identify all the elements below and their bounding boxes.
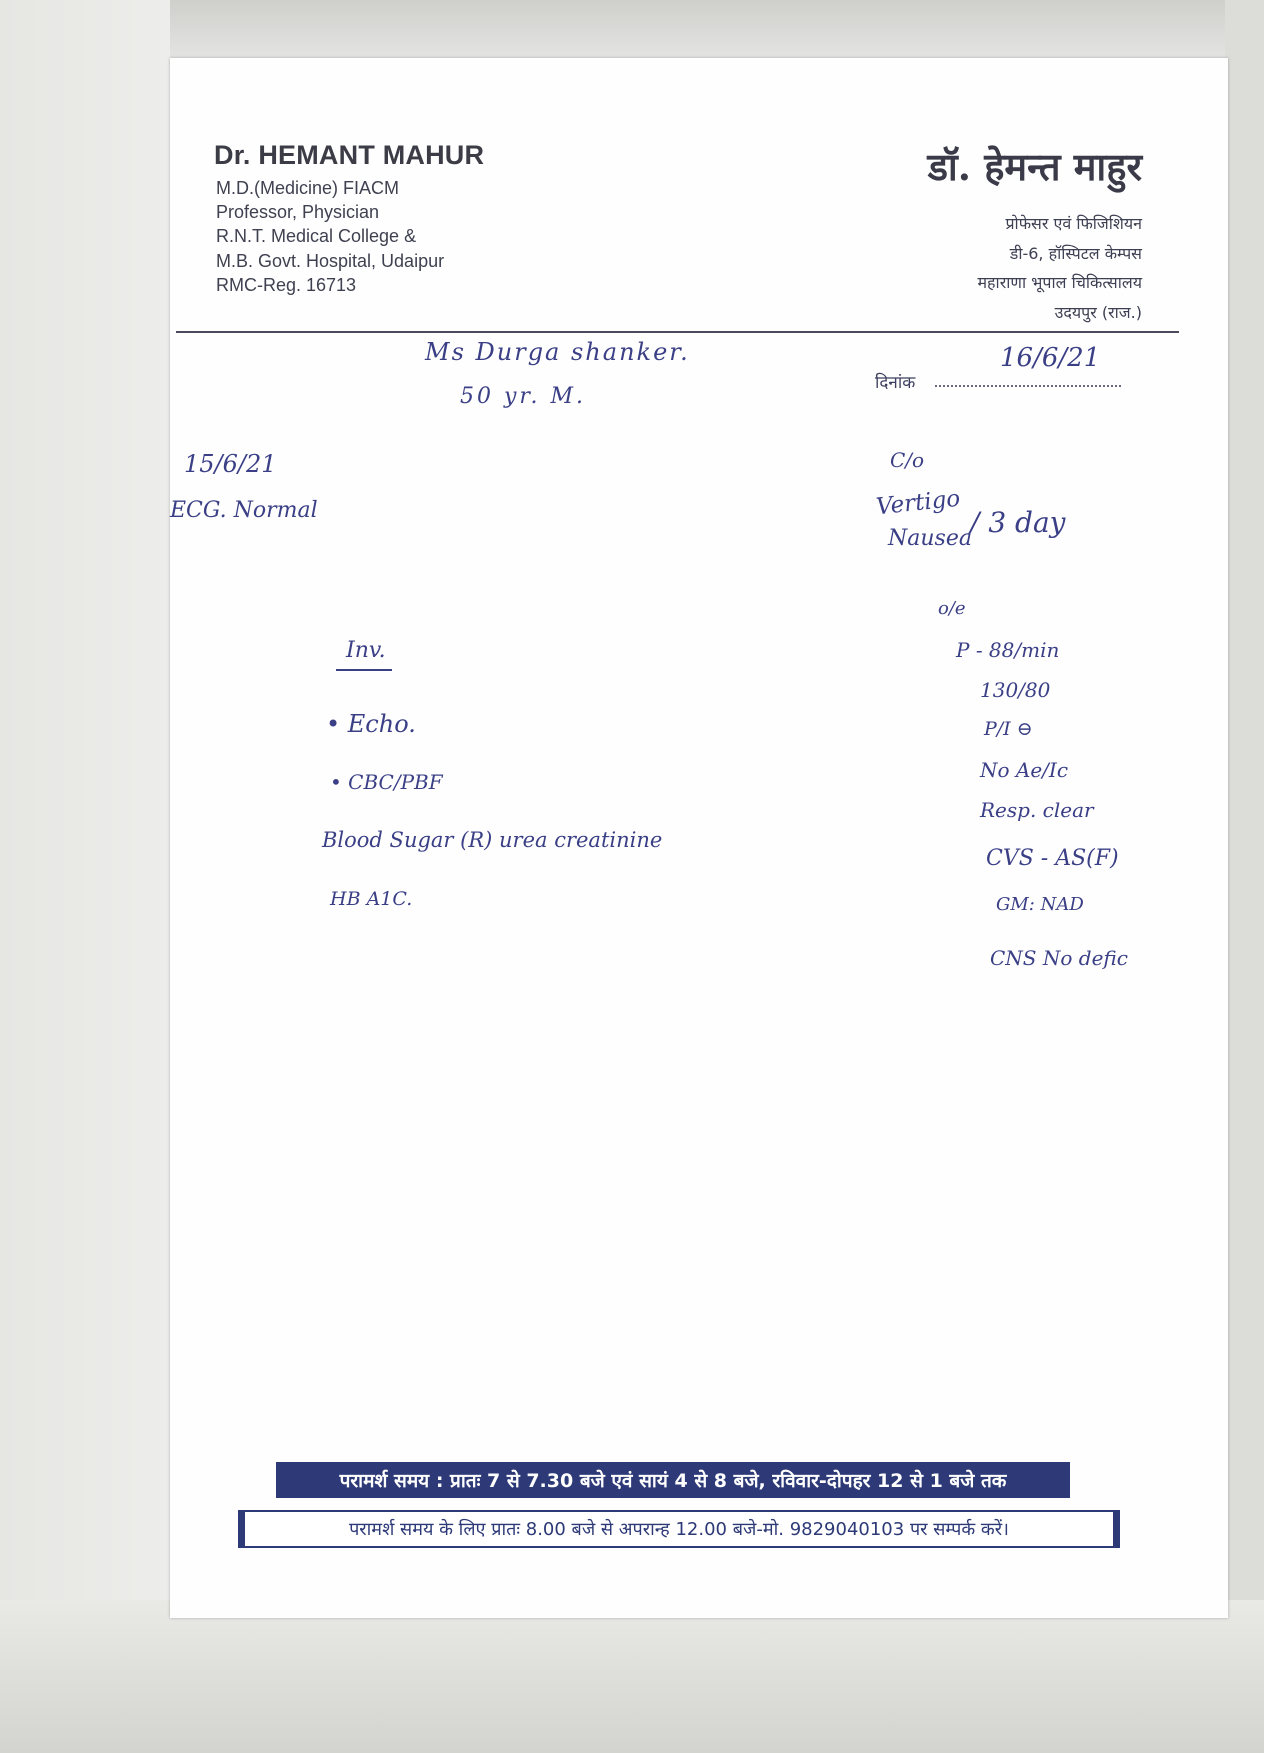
- doctor-hospital: M.B. Govt. Hospital, Udaipur: [216, 251, 445, 271]
- exam-gm: GM: NAD: [996, 894, 1084, 915]
- scan-background-top: [0, 0, 1264, 60]
- scan-background-bottom: [0, 1600, 1264, 1753]
- scan-background-right: [1225, 0, 1264, 1753]
- investigation-echo: • Echo.: [326, 710, 416, 738]
- designation-hindi: प्रोफेसर एवं फिजिशियन: [1005, 214, 1142, 233]
- exam-cvs: CVS - AS(F): [986, 846, 1119, 871]
- patient-age-sex: 50 yr. M.: [460, 384, 587, 409]
- doctor-qualification: M.D.(Medicine) FIACM: [216, 178, 400, 198]
- consultation-timing-band: परामर्श समय : प्रातः 7 से 7.30 बजे एवं सायं 4 से 8 बजे, रविवार-दोपहर 12 से 1 बजे तक: [276, 1462, 1070, 1498]
- complaints-label: C/o: [890, 448, 925, 472]
- exam-pulse: P - 88/min: [956, 638, 1060, 662]
- complaint-vertigo: Vertigo: [874, 485, 962, 521]
- exam-label: o/e: [938, 598, 966, 619]
- appointment-contact-box: परामर्श समय के लिए प्रातः 8.00 बजे से अपरान्ह 12.00 बजे-मो. 9829040103 पर सम्पर्क करें।: [238, 1510, 1120, 1548]
- exam-respiratory: Resp. clear: [980, 798, 1094, 822]
- doctor-registration: RMC-Reg. 16713: [216, 275, 357, 295]
- doctor-name-hindi: डॉ. हेमन्त माहुर: [927, 144, 1142, 189]
- date-label: दिनांक: [875, 373, 916, 393]
- ecg-note: ECG. Normal: [170, 498, 318, 523]
- exam-line-3: P/I ⊖: [984, 718, 1033, 740]
- investigation-blood-sugar: Blood Sugar (R) urea creatinine: [322, 828, 663, 852]
- hospital-hindi: महाराणा भूपाल चिकित्सालय: [977, 273, 1142, 292]
- complaint-duration: / 3 day: [970, 506, 1066, 539]
- city-hindi: उदयपुर (राज.): [1054, 303, 1142, 322]
- doctor-designation: Professor, Physician: [216, 202, 380, 222]
- exam-bp: 130/80: [980, 678, 1051, 702]
- header-divider: [176, 331, 1179, 333]
- patient-name: Ms Durga shanker.: [425, 338, 690, 366]
- exam-line-4: No Ae/Ic: [980, 758, 1069, 782]
- exam-cns: CNS No defic: [990, 946, 1128, 970]
- prescription-sheet: [170, 58, 1228, 1618]
- complaint-nausea: Nausea: [888, 526, 972, 551]
- scan-background-left: [0, 0, 170, 1753]
- investigation-cbc: • CBC/PBF: [330, 770, 443, 794]
- investigation-hba1c: HB A1C.: [330, 888, 413, 910]
- investigations-title: Inv.: [336, 638, 392, 671]
- doctor-name-english: Dr. HEMANT MAHUR: [214, 140, 485, 170]
- date-value: 16/6/21: [1000, 343, 1101, 373]
- doctor-college: R.N.T. Medical College &: [216, 226, 417, 246]
- previous-date: 15/6/21: [184, 450, 277, 478]
- address-hindi: डी-6, हॉस्पिटल केम्पस: [1009, 244, 1142, 263]
- date-line: [935, 385, 1121, 387]
